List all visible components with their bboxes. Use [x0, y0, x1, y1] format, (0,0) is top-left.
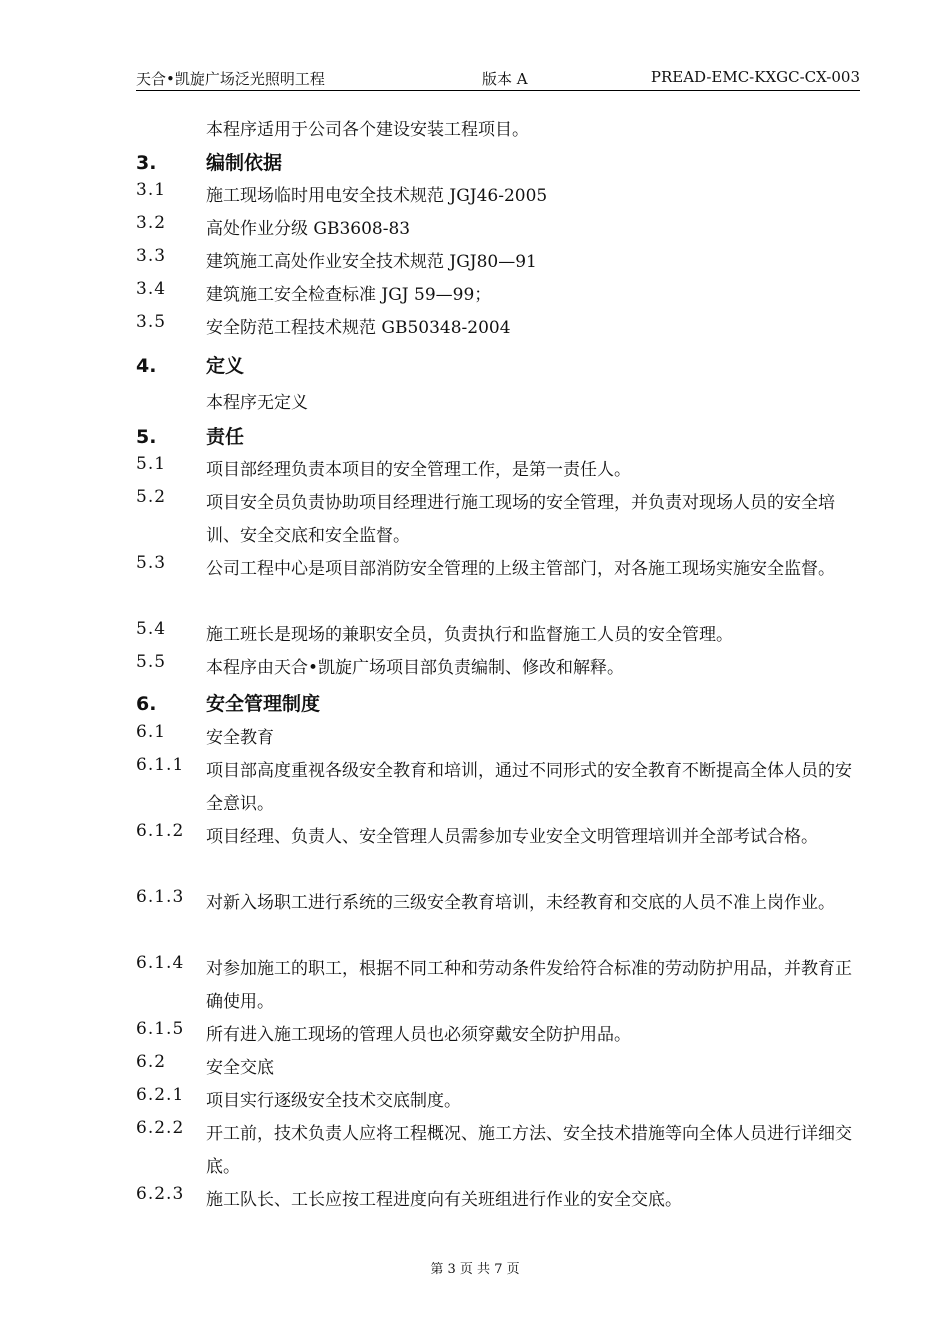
item-number: 6.2 — [136, 1052, 167, 1072]
item-number: 5.4 — [136, 619, 167, 639]
list-item — [136, 1118, 860, 1184]
item-number: 6.2.1 — [136, 1085, 185, 1105]
definition-paragraph: 本程序无定义 — [206, 393, 308, 413]
section-title: 定义 — [206, 355, 245, 377]
page-header — [136, 66, 860, 91]
list-item — [136, 619, 860, 652]
list-item — [136, 755, 860, 821]
header-project-name: 天合•凯旋广场泛光照明工程 — [136, 70, 325, 88]
item-number: 5.3 — [136, 553, 167, 573]
list-item — [136, 553, 860, 586]
item-number: 6.2.2 — [136, 1118, 185, 1138]
header-doc-code: PREAD-EMC-KXGC-CX-003 — [650, 68, 860, 86]
page-number: 第 3 页 共 7 页 — [430, 1262, 520, 1277]
list-item — [136, 487, 860, 553]
section-heading-6 — [136, 689, 320, 716]
item-text: 项目安全员负责协助项目经理进行施工现场的安全管理，并负责对现场人员的安全培训、安全交底和安全监督。 — [206, 493, 835, 546]
item-text: 施工队长、工长应按工程进度向有关班组进行作业的安全交底。 — [206, 1190, 682, 1210]
list-item — [136, 1184, 860, 1217]
list-item — [136, 821, 860, 854]
item-text: 项目实行逐级安全技术交底制度。 — [206, 1091, 461, 1111]
item-number: 3.1 — [136, 180, 167, 200]
item-number: 3.4 — [136, 279, 167, 299]
item-text: 所有进入施工现场的管理人员也必须穿戴安全防护用品。 — [206, 1025, 631, 1045]
list-item — [136, 180, 860, 213]
list-item — [136, 887, 860, 920]
item-number: 5.5 — [136, 652, 167, 672]
item-text: 项目经理、负责人、安全管理人员需参加专业安全文明管理培训并全部考试合格。 — [206, 827, 818, 847]
list-item — [136, 246, 860, 279]
list-item — [136, 312, 860, 345]
item-text: 安全交底 — [206, 1058, 274, 1078]
item-number: 6.2.3 — [136, 1184, 185, 1204]
section-heading-5 — [136, 422, 244, 449]
item-text: 项目部高度重视各级安全教育和培训，通过不同形式的安全教育不断提高全体人员的安全意识。 — [206, 761, 852, 814]
item-text: 建筑施工高处作业安全技术规范 JGJ80—91 — [206, 252, 537, 272]
item-text: 安全防范工程技术规范 GB50348-2004 — [206, 318, 511, 338]
scope-paragraph: 本程序适用于公司各个建设安装工程项目。 — [206, 120, 529, 140]
item-number: 5.2 — [136, 487, 167, 507]
section-heading-3 — [136, 148, 282, 175]
item-number: 6.1.2 — [136, 821, 185, 841]
item-text: 公司工程中心是项目部消防安全管理的上级主管部门，对各施工现场实施安全监督。 — [206, 559, 835, 579]
item-number: 3.3 — [136, 246, 167, 266]
item-text: 项目部经理负责本项目的安全管理工作，是第一责任人。 — [206, 460, 631, 480]
section-title: 责任 — [206, 426, 245, 448]
list-item — [136, 1052, 860, 1085]
list-item — [136, 722, 860, 755]
section-number: 5. — [136, 426, 157, 448]
list-item — [136, 454, 860, 487]
item-text: 对新入场职工进行系统的三级安全教育培训，未经教育和交底的人员不准上岗作业。 — [206, 893, 835, 913]
item-text: 施工现场临时用电安全技术规范 JGJ46-2005 — [206, 186, 548, 206]
item-text: 高处作业分级 GB3608-83 — [206, 219, 411, 239]
header-version: 版本 A — [482, 70, 528, 88]
item-number: 6.1.5 — [136, 1019, 185, 1039]
item-text: 本程序由天合•凯旋广场项目部负责编制、修改和解释。 — [206, 658, 625, 678]
list-item — [136, 279, 860, 312]
item-text: 施工班长是现场的兼职安全员，负责执行和监督施工人员的安全管理。 — [206, 625, 733, 645]
section-title: 编制依据 — [206, 152, 283, 174]
item-number: 3.2 — [136, 213, 167, 233]
list-item — [136, 213, 860, 246]
section-number: 3. — [136, 152, 157, 174]
item-text: 建筑施工安全检查标准 JGJ 59—99； — [206, 285, 492, 305]
section-number: 6. — [136, 693, 157, 715]
item-number: 6.1 — [136, 722, 167, 742]
item-number: 6.1.3 — [136, 887, 185, 907]
section-number: 4. — [136, 355, 157, 377]
item-text: 安全教育 — [206, 728, 274, 748]
item-number: 6.1.4 — [136, 953, 185, 973]
item-number: 5.1 — [136, 454, 167, 474]
item-number: 6.1.1 — [136, 755, 185, 775]
section-heading-4 — [136, 351, 244, 378]
list-item — [136, 652, 860, 685]
item-text: 对参加施工的职工，根据不同工种和劳动条件发给符合标准的劳动防护用品，并教育正确使用。 — [206, 959, 852, 1012]
item-number: 3.5 — [136, 312, 167, 332]
item-text: 开工前，技术负责人应将工程概况、施工方法、安全技术措施等向全体人员进行详细交底。 — [206, 1124, 852, 1177]
list-item — [136, 1085, 860, 1118]
list-item — [136, 953, 860, 1019]
list-item — [136, 1019, 860, 1052]
section-title: 安全管理制度 — [206, 693, 321, 715]
